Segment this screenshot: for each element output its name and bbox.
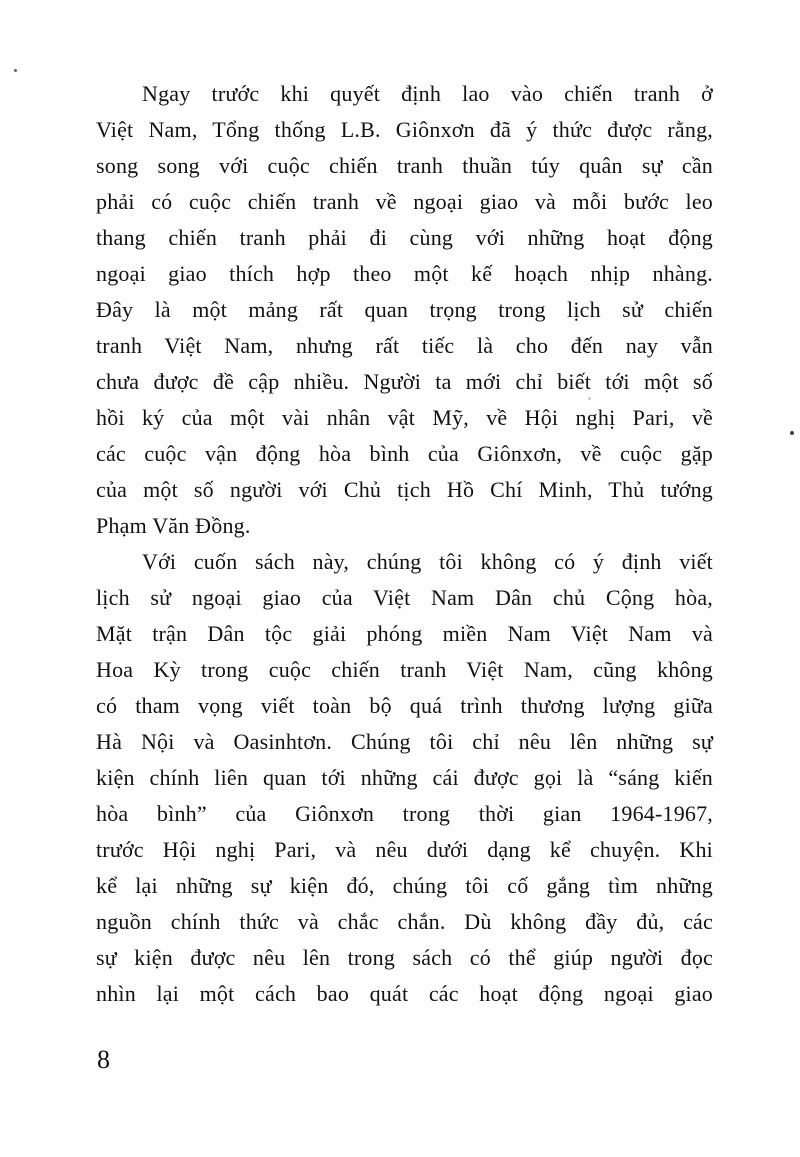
text-line: Ngay trước khi quyết định lao vào chiến tranh ở <box>142 81 713 106</box>
text-line: sự kiện được nêu lên trong sách có thể giúp người đọc <box>96 945 713 970</box>
text-line: kể lại những sự kiện đó, chúng tôi cố gắng tìm những <box>96 873 713 898</box>
page-number: 8 <box>97 1045 110 1074</box>
text-line: Phạm Văn Đồng. <box>96 513 251 538</box>
text-line: Đây là một mảng rất quan trọng trong lịch sử chiến <box>96 297 713 322</box>
text-line: chưa được đề cập nhiều. Người ta mới chỉ biết tới một số <box>96 369 713 394</box>
text-line: của một số người với Chủ tịch Hồ Chí Minh, Thủ tướng <box>96 477 713 502</box>
scan-speck <box>14 69 17 72</box>
text-line: có tham vọng viết toàn bộ quá trình thương lượng giữa <box>96 693 713 718</box>
text-line: lịch sử ngoại giao của Việt Nam Dân chủ Cộng hòa, <box>96 585 713 610</box>
text-line: thang chiến tranh phải đi cùng với những hoạt động <box>96 225 713 250</box>
text-line: song song với cuộc chiến tranh thuần túy quân sự cần <box>96 153 713 178</box>
scan-speck <box>588 397 591 400</box>
text-line: Mặt trận Dân tộc giải phóng miền Nam Việt Nam và <box>96 621 713 646</box>
text-line: tranh Việt Nam, nhưng rất tiếc là cho đến nay vẫn <box>96 333 713 358</box>
body-text <box>96 76 713 1012</box>
text-line: hồi ký của một vài nhân vật Mỹ, về Hội nghị Pari, về <box>96 405 713 430</box>
paragraph-1 <box>96 76 713 544</box>
scan-speck <box>790 431 794 435</box>
text-line: kiện chính liên quan tới những cái được gọi là “sáng kiến <box>96 765 713 790</box>
text-line: Hà Nội và Oasinhtơn. Chúng tôi chỉ nêu lên những sự <box>96 729 713 754</box>
text-line: Hoa Kỳ trong cuộc chiến tranh Việt Nam, cũng không <box>96 657 713 682</box>
text-line: Việt Nam, Tổng thống L.B. Giônxơn đã ý thức được rằng, <box>96 117 713 142</box>
text-line: nguồn chính thức và chắc chắn. Dù không đầy đủ, các <box>96 909 713 934</box>
text-line: các cuộc vận động hòa bình của Giônxơn, về cuộc gặp <box>96 441 713 466</box>
text-line: ngoại giao thích hợp theo một kế hoạch nhịp nhàng. <box>96 261 713 286</box>
text-line: Với cuốn sách này, chúng tôi không có ý định viết <box>142 549 713 574</box>
text-line: nhìn lại một cách bao quát các hoạt động ngoại giao <box>96 981 713 1006</box>
paragraph-2 <box>96 544 713 1012</box>
text-line: hòa bình” của Giônxơn trong thời gian 1964-1967, <box>96 801 713 826</box>
text-line: trước Hội nghị Pari, và nêu dưới dạng kể chuyện. Khi <box>96 837 713 862</box>
text-line: phải có cuộc chiến tranh về ngoại giao và mỗi bước leo <box>96 189 713 214</box>
